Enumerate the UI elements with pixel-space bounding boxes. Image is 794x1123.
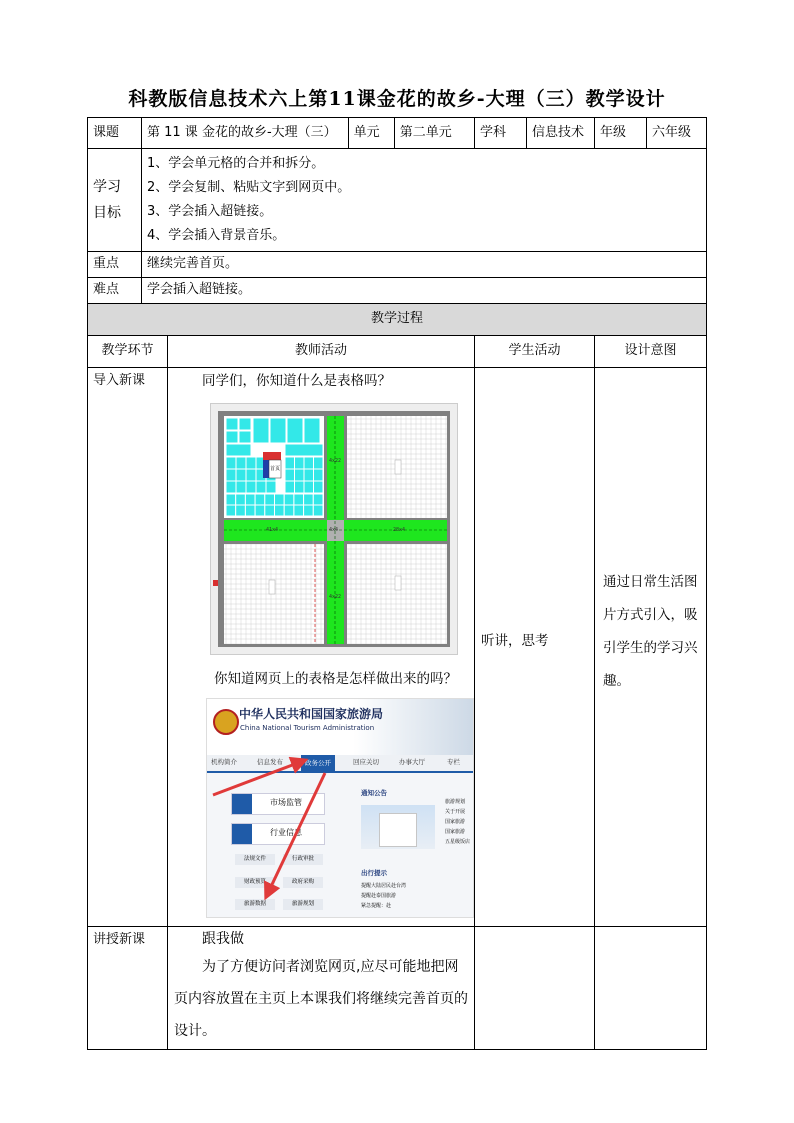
industry-info-button[interactable]: 行业信息 <box>231 823 325 845</box>
col-header-student: 学生活动 <box>475 336 595 368</box>
unit-label: 单元 <box>348 118 394 149</box>
tourism-website-image <box>206 698 474 918</box>
objectives-label: 学习 目标 <box>88 149 142 252</box>
key-point-label: 重点 <box>88 252 142 278</box>
notice-item[interactable]: 国家旅游 <box>445 829 466 836</box>
intro-question-1: 同学们，你知道什么是表格吗？ <box>202 373 391 389</box>
new-lesson-text: 为了方便访问者浏览网页,应尽可能地把网页内容放置在主页上本课我们将继续完善首页的设计。 <box>174 959 468 1039</box>
grid-label: 首页 <box>270 465 281 472</box>
follow-me-title: 跟我做 <box>202 931 244 947</box>
grid-label: 41x4 <box>266 526 279 533</box>
nav-item[interactable]: 回应关切 <box>353 758 379 767</box>
objective-item: 2、学会复制、粘贴文字到网页中。 <box>147 180 351 195</box>
market-supervision-button[interactable]: 市场监管 <box>231 793 325 815</box>
site-name-en: China National Tourism Administration <box>240 724 375 733</box>
objective-item: 3、学会插入超链接。 <box>147 204 273 219</box>
tip-item[interactable]: 提醒赴泰国旅游 <box>361 893 397 900</box>
small-button[interactable]: 政府采购 <box>283 877 323 888</box>
notice-item[interactable]: 旅游规划 <box>445 799 466 806</box>
col-header-intent: 设计意图 <box>595 336 707 368</box>
page-title: 科教版信息技术六上第11课金花的故乡-大理（三）教学设计 <box>128 88 666 110</box>
notice-item[interactable]: 国家旅游 <box>445 819 466 826</box>
nav-item[interactable]: 专栏 <box>447 758 460 767</box>
site-name-cn: 中华人民共和国国家旅游局 <box>239 707 384 722</box>
teacher-activity-intro <box>168 368 475 927</box>
col-header-teacher: 教师活动 <box>168 336 475 368</box>
grade-label: 年级 <box>595 118 647 149</box>
small-button[interactable]: 行政审批 <box>283 854 323 865</box>
intro-question-2: 你知道网页上的表格是怎样做出来的吗？ <box>214 670 457 687</box>
nav-item[interactable]: 办事大厅 <box>399 758 425 767</box>
lesson-plan-table <box>87 117 707 1050</box>
tip-item[interactable]: 提醒大陆居民赴台湾 <box>361 883 407 890</box>
subject-label: 学科 <box>475 118 527 149</box>
annotation-arrows <box>207 699 473 917</box>
notice-title: 通知公告 <box>361 789 387 798</box>
nav-item[interactable]: 信息发布 <box>257 758 283 767</box>
grid-label: 4x22 <box>329 457 342 464</box>
table-grid-image <box>210 403 458 655</box>
objective-item: 1、学会单元格的合并和拆分。 <box>147 156 325 171</box>
small-button[interactable]: 旅游数据 <box>235 899 275 910</box>
notice-item[interactable]: 关于开展 <box>445 809 466 816</box>
student-activity-new <box>475 927 595 1050</box>
notice-item[interactable]: 五星级饭店 <box>445 839 471 846</box>
subject-value: 信息技术 <box>527 118 595 149</box>
nav-item[interactable]: 机构简介 <box>211 758 237 767</box>
stage-intro: 导入新课 <box>88 368 168 927</box>
small-button[interactable]: 法规文件 <box>235 854 275 865</box>
objective-item: 4、学会插入背景音乐。 <box>147 228 286 243</box>
topic-label: 课题 <box>88 118 142 149</box>
design-intent-new <box>595 927 707 1050</box>
difficulty-value: 学会插入超链接。 <box>142 278 707 304</box>
student-activity-intro: 听讲，思考 <box>475 368 595 927</box>
small-button[interactable]: 财政预算 <box>235 877 275 888</box>
key-point-value: 继续完善首页。 <box>142 252 707 278</box>
difficulty-label: 难点 <box>88 278 142 304</box>
unit-value: 第二单元 <box>394 118 474 149</box>
topic-value: 第 11 课 金花的故乡-大理（三） <box>142 118 349 149</box>
objectives-list <box>142 149 707 252</box>
small-button[interactable]: 旅游规划 <box>283 899 323 910</box>
travel-tips-title: 出行提示 <box>361 869 387 878</box>
stage-new-lesson: 讲授新课 <box>88 927 168 1050</box>
col-header-stage: 教学环节 <box>88 336 168 368</box>
tip-item[interactable]: 紧急提醒：赴 <box>361 903 392 910</box>
grade-value: 六年级 <box>647 118 707 149</box>
design-intent-intro: 通过日常生活图片方式引入，吸引学生的学习兴趣。 <box>595 368 707 927</box>
grid-label: 4x22 <box>329 593 342 600</box>
grid-label: 4x4 <box>329 526 339 533</box>
nav-item-active[interactable]: 政务公开 <box>301 755 335 771</box>
grid-label: 28x4 <box>393 526 406 533</box>
process-header: 教学过程 <box>88 304 707 336</box>
teacher-activity-new <box>168 927 475 1050</box>
